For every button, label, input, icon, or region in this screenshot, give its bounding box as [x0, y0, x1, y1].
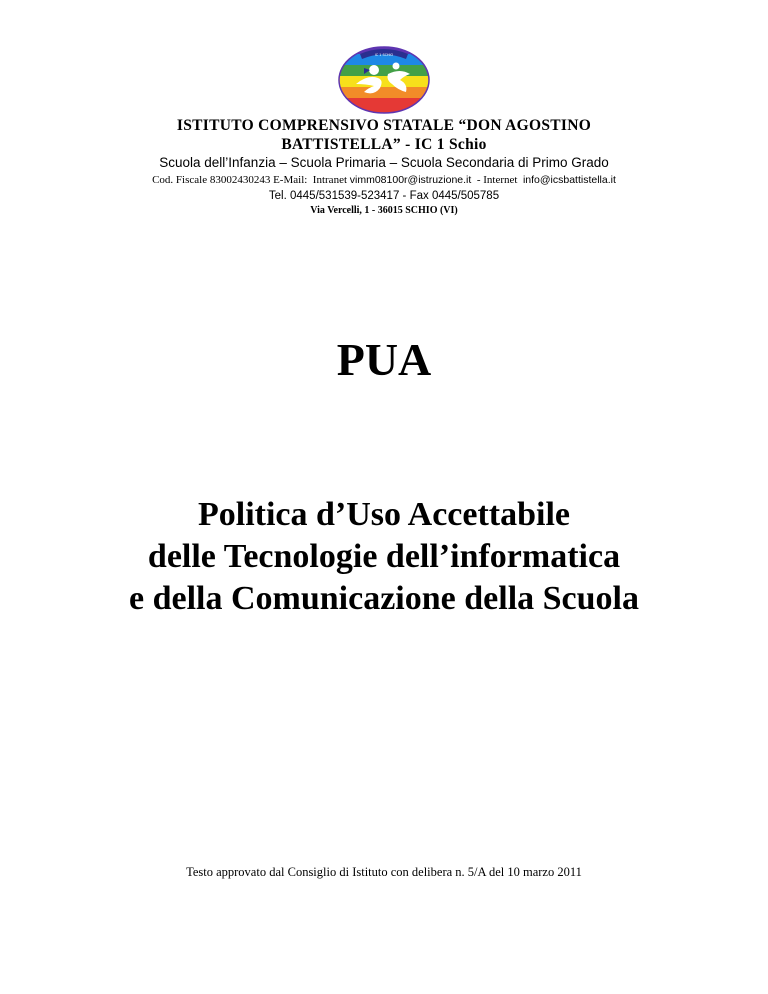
document-title — [0, 494, 768, 620]
approval-note: Testo approvato dal Consiglio di Istituto con delibera n. 5/A del 10 marzo 2011 — [186, 865, 582, 879]
intranet-email-link[interactable]: vimm08100r@istruzione.it — [349, 174, 472, 186]
contacts-line — [0, 172, 768, 188]
school-rainbow-logo-icon — [334, 40, 434, 115]
school-header — [0, 116, 768, 218]
document-title-line-3: e della Comunicazione della Scuola — [129, 580, 639, 617]
document-acronym: PUA — [336, 334, 432, 385]
internet-label: - Internet — [471, 174, 523, 186]
document-title-line-1: Politica d’Uso Accettabile — [197, 496, 571, 533]
school-types: Scuola dell’Infanzia – Scuola Primaria – Scuola Secondaria di Primo Grado — [159, 155, 609, 170]
fiscal-code: Cod. Fiscale 83002430243 E-Mail: Intranet — [152, 174, 350, 186]
document-title-line-2: delle Tecnologie dell’informatica — [147, 538, 621, 575]
phone-fax: Tel. 0445/531539-523417 - Fax 0445/505785 — [268, 190, 500, 202]
internet-email-link[interactable]: info@icsbattistella.it — [522, 174, 616, 186]
institute-name-line-1: ISTITUTO COMPRENSIVO STATALE “DON AGOSTINO — [176, 117, 592, 134]
logo-banner-text: IC 1 SCHIO — [374, 53, 394, 57]
school-address: Via Vercelli, 1 - 36015 SCHIO (VI) — [310, 205, 458, 216]
institute-name-line-2: BATTISTELLA” - IC 1 Schio — [281, 136, 487, 153]
